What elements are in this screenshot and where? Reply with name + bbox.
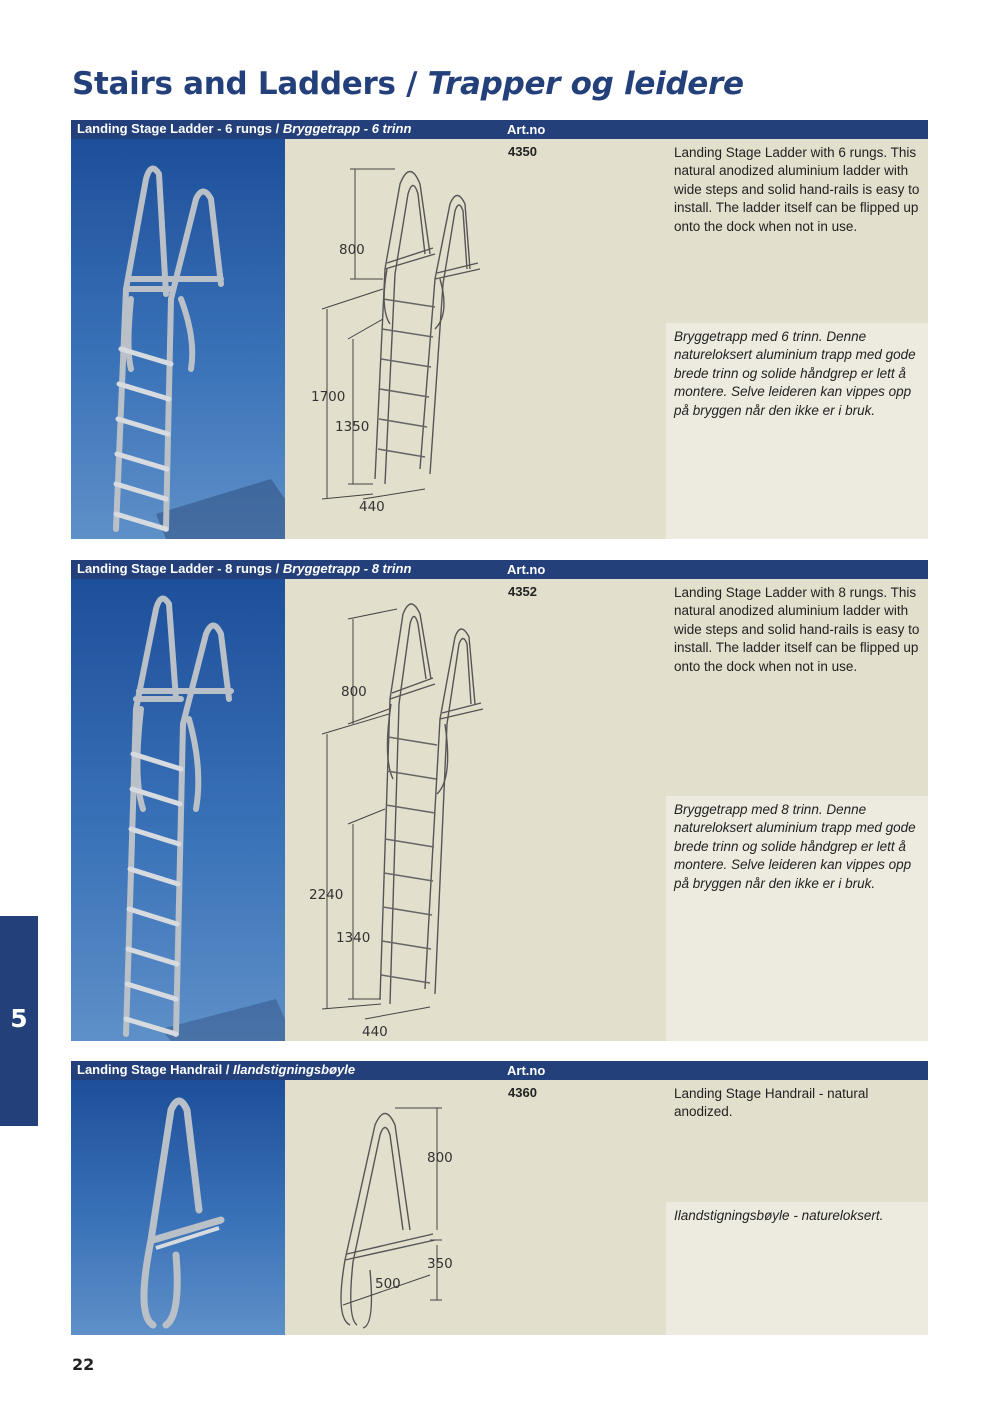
product-name: Landing Stage Ladder - 6 rungs / Bryggetrapp - 6 trinn	[77, 121, 412, 136]
description-norwegian-text: Ilandstigningsbøyle - natureloksert.	[674, 1208, 884, 1223]
dimension-width: 440	[359, 499, 385, 515]
technical-drawing	[285, 579, 666, 1041]
dimension-top: 800	[341, 684, 367, 700]
description-english	[666, 139, 928, 323]
product-photo	[71, 1080, 285, 1335]
artno-label: Art.no	[507, 122, 546, 137]
dimension-lower: 1340	[336, 930, 371, 946]
product-header-bar	[71, 560, 928, 579]
description-english	[666, 579, 928, 796]
dimension-total: 2240	[309, 887, 344, 903]
technical-drawing	[285, 1080, 666, 1335]
technical-drawing	[285, 139, 666, 539]
chapter-number: 5	[10, 1004, 28, 1033]
artno-label: Art.no	[507, 1063, 546, 1078]
description-english-text: Landing Stage Ladder with 6 rungs. This natural anodized aluminium ladder with wide steps and solid hand-rails is easy to install. The ladder itself can be flipped up onto the dock when not in use.	[674, 145, 920, 234]
article-number: 4360	[508, 1085, 537, 1100]
description-norwegian-text: Bryggetrapp med 6 trinn. Denne natureloksert aluminium trapp med gode brede trinn og solide håndgrep er lett å montere. Selve leideren kan vippes opp på bryggen når den ikke er i bruk.	[674, 329, 916, 418]
dimension-total: 1700	[311, 389, 346, 405]
dimension-top: 800	[339, 242, 365, 258]
dimension-top: 800	[427, 1150, 453, 1166]
chapter-tab	[0, 916, 38, 1126]
page-title	[72, 66, 744, 102]
dimension-width: 440	[362, 1024, 388, 1040]
product-section-handrail	[71, 1061, 928, 1335]
description-english	[666, 1080, 928, 1202]
description-english-text: Landing Stage Ladder with 8 rungs. This natural anodized aluminium ladder with wide steps and solid hand-rails is easy to install. The ladder itself can be flipped up onto the dock when not in use.	[674, 585, 920, 674]
page-number: 22	[72, 1355, 95, 1374]
description-norwegian-text: Bryggetrapp med 8 trinn. Denne natureloksert aluminium trapp med gode brede trinn og solide håndgrep er lett å montere. Selve leideren kan vippes opp på bryggen når den ikke er i bruk.	[674, 802, 916, 891]
description-norwegian	[666, 323, 928, 539]
article-number: 4352	[508, 584, 537, 599]
description-norwegian	[666, 796, 928, 1041]
page-title-main: Stairs and Ladders /	[72, 66, 428, 102]
product-name: Landing Stage Handrail / Ilandstigningsbøyle	[77, 1062, 356, 1077]
product-photo	[71, 139, 285, 539]
description-norwegian	[666, 1202, 928, 1335]
product-header-bar	[71, 120, 928, 139]
product-photo	[71, 579, 285, 1041]
description-english-text: Landing Stage Handrail - natural anodized.	[674, 1086, 869, 1120]
product-header-bar	[71, 1061, 928, 1080]
product-name: Landing Stage Ladder - 8 rungs / Bryggetrapp - 8 trinn	[77, 561, 412, 576]
product-section-6-rungs	[71, 120, 928, 539]
article-number: 4350	[508, 144, 537, 159]
dimension-lower: 1350	[335, 419, 370, 435]
dimension-lower: 350	[427, 1256, 453, 1272]
artno-label: Art.no	[507, 562, 546, 577]
dimension-width: 500	[375, 1276, 401, 1292]
product-section-8-rungs	[71, 560, 928, 1041]
page-title-italic: Trapper og leidere	[427, 66, 744, 102]
